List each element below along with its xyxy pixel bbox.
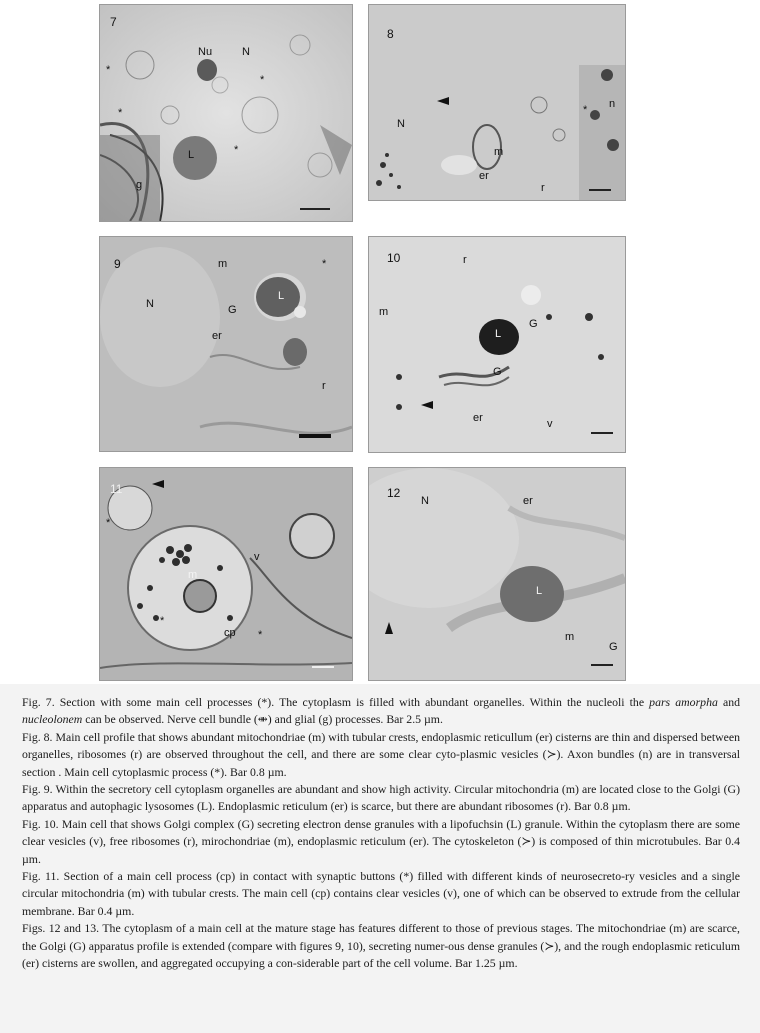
label-lysosome: L [278,290,285,302]
label-process-star: * [106,64,111,76]
label-process-star: * [118,107,123,119]
label-endoplasmic-reticulum: er [523,495,533,507]
scale-bar [591,432,613,434]
scale-bar [300,208,330,210]
caption-fig7: Fig. 7. Section with some main cell processes (*). The cytoplasm is filled with abundant organelles. Within the nucleoli the pars amorpha and nucleolonem can be observed. Nerve cell bundle (⇼) and glial (g) processes. Bar 2.5 µm. [22,695,741,727]
micrograph-fig11-texture [100,468,352,680]
label-nucleus: N [146,298,154,310]
micrograph-fig9 [99,236,353,452]
label-nucleus: N [242,46,250,58]
caption-fig8: Fig. 8. Main cell profile that shows abundant mitochondriae (m) with tubular crests, endoplasmic reticullum (er) cisterns are thin and dispersed between organelles, ribosomes (r) are observed throughout the cell, and there are some clear cyto-plasmic vesicles (≻). Axon bundles (n) are in transversal section . Main cell cytoplasmic process (*). Bar 0.8 µm. [22,729,740,779]
label-process-star: * [583,104,588,116]
label-endoplasmic-reticulum: er [473,412,483,424]
label-ribosomes: r [322,380,326,392]
granule-arrow [385,622,393,634]
label-cell-process: cp [224,627,236,639]
figure-number-9: 9 [114,257,121,271]
label-nucleus: N [421,495,429,507]
micrograph-fig8 [368,4,626,201]
label-mitochondria: m [565,631,575,643]
scale-bar [312,666,334,668]
label-lysosome: L [495,328,502,340]
micrograph-fig8-texture [369,5,625,200]
label-synaptic-star: * [160,615,165,627]
caption-fig10: Fig. 10. Main cell that shows Golgi complex (G) secreting electron dense granules with a lipofuchsin (L) granule. Within the cytoplasm there are some clear vesicles (v), free ribosomes (r), mirochondriae (m), endoplasmic reticulum (er). The cytoskeleton (≻) is composed of thin microtubules. Bar 0.4 µm. [22,816,740,866]
figure-caption [0,684,760,1033]
label-lysosome: L [188,149,195,161]
label-golgi: G [493,366,502,378]
label-vesicles: v [547,418,553,430]
micrograph-fig10 [368,236,626,453]
label-golgi: G [609,641,618,653]
scale-bar [299,434,331,438]
figure-number-7: 7 [110,15,117,29]
label-process-star: * [260,74,265,86]
figure-number-12: 12 [387,486,401,500]
label-vesicles: v [254,551,260,563]
cytoskeleton-arrow [421,401,433,409]
label-synaptic-star: * [106,517,111,529]
label-mitochondria: m [188,569,198,581]
scale-bar [591,664,613,666]
label-ribosomes: r [463,254,467,266]
label-process-star: * [234,144,239,156]
granule-arrow [152,480,164,488]
label-golgi: G [228,304,237,316]
micrograph-fig7 [99,4,353,222]
label-mitochondria: m [379,306,389,318]
figure-number-10: 10 [387,251,401,265]
label-mitochondria: m [494,146,504,158]
label-endoplasmic-reticulum: er [479,170,489,182]
caption-fig11: Fig. 11. Section of a main cell process (cp) in contact with synaptic buttons (*) filled with different kinds of neurosecreto-ry vesicles and a single circular mitochondria (m) with tubular crests. The main cell (cp) contains clear vesicles (v), one of which can be observed to extrude from the cellular membrane. Bar 0.4 µm. [22,869,740,918]
label-golgi: G [529,318,538,330]
label-mitochondria: m [218,258,228,270]
label-lysosome: L [536,585,543,597]
label-ribosomes: r [541,182,545,194]
micrograph-fig10-texture [369,237,625,452]
vesicle-arrow [437,97,449,105]
caption-fig9: Fig. 9. Within the secretory cell cytoplasm organelles are abundant and show high activity. Circular mitochondria (m) are located close to the Golgi (G) apparatus and autophagic lysosomes (L). Endoplasmic reticulum (er) is scarce, but there are abundant ribosomes (r). Bar 0.8 µm. [22,782,740,814]
figure-number-8: 8 [387,27,394,41]
label-synaptic-star: * [258,629,263,641]
micrograph-fig12 [368,467,626,681]
scale-bar [589,189,611,191]
micrograph-fig12-texture [369,468,625,680]
label-process-star: * [322,258,327,270]
caption-fig12-13: Figs. 12 and 13. The cytoplasm of a main cell at the mature stage has features different to those of previous stages. The mitochondriae (m) are scarce, the Golgi (G) apparatus profile is extended (compare with figures 9, 10), secreting numer-ous dense granules (≻), and the rough endoplasmic reticulum (er) cisterns are swollen, and aggregated occupying a con-siderable part of the cell volume. Bar 1.25 µm. [22,921,740,971]
label-nucleus: N [397,118,405,130]
label-glial: g [136,179,143,191]
label-nucleolus: Nu [198,46,213,58]
figure-number-11: 11 [110,482,123,496]
label-axon-bundle: n [609,98,616,110]
micrograph-fig11 [99,467,353,681]
label-endoplasmic-reticulum: er [212,330,222,342]
